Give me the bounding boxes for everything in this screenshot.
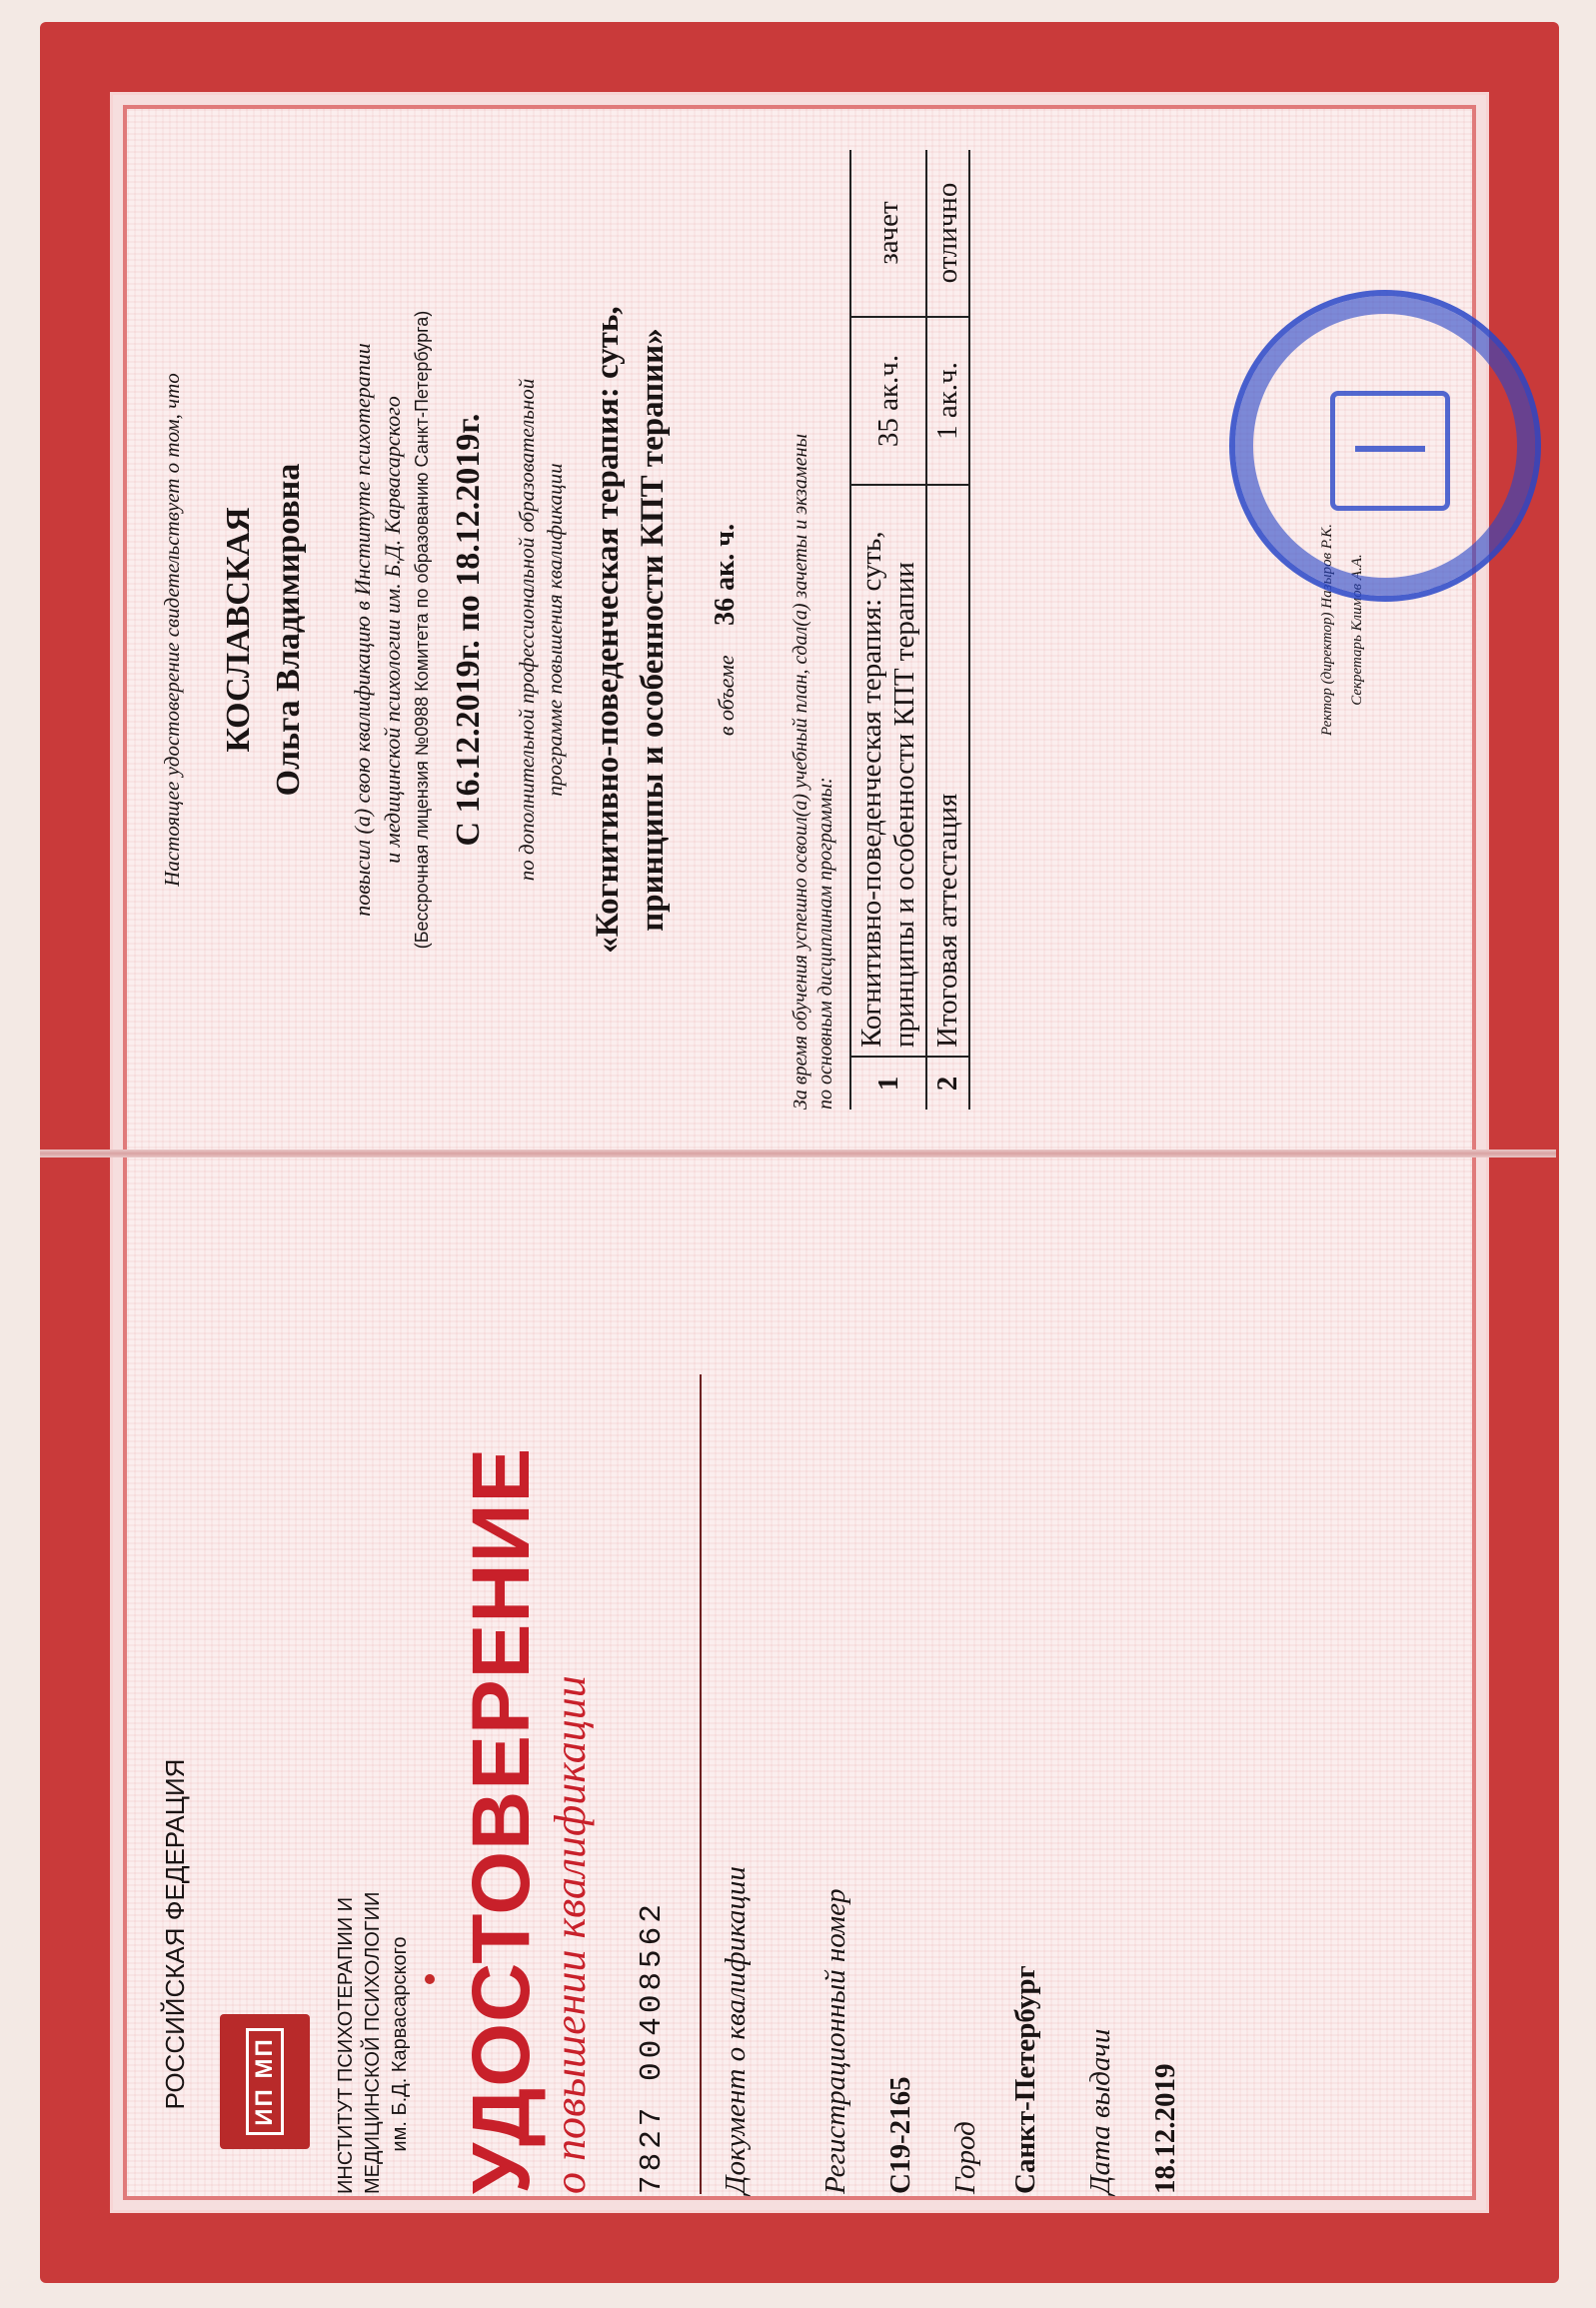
issue-date-label: Дата выдачи [1084, 2028, 1116, 2194]
serial-number: 7827 00408562 [635, 1900, 670, 2194]
page-fold [40, 1150, 1556, 1157]
discipline-name: Когнитивно-поведенческая терапия: суть, принципы и особенности КПТ терапии [850, 485, 926, 1057]
logo-text: ИП МП [246, 2028, 284, 2134]
stamp-emblem-icon [1330, 391, 1450, 511]
holder-given-name: Ольга Владимировна [270, 463, 307, 797]
volume-label: в объеме [714, 655, 739, 737]
association-stamp-icon [1229, 290, 1541, 602]
qualification-line-2: и медицинской психологии им. Б.Д. Карвасарского [380, 396, 405, 864]
divider [700, 1374, 702, 2194]
secretary-signature: Секретарь Климов А.А. [1349, 554, 1365, 706]
qualification-line-1: повысил (а) свою квалификацию в Институте психотерапии [350, 343, 375, 917]
institute-logo-icon [220, 2014, 310, 2149]
discipline-result: зачет [850, 150, 926, 317]
registration-number: С19-2165 [884, 2076, 916, 2194]
discipline-name: Итоговая аттестация [926, 485, 969, 1057]
registration-label: Регистрационный номер [819, 1888, 851, 2194]
program-line-2: программе повышения квалификации [543, 463, 567, 797]
discipline-result: отлично [926, 150, 969, 317]
document-type: Документ о квалификации [720, 1866, 752, 2194]
discipline-hours: 35 ак.ч. [850, 317, 926, 485]
discipline-number: 1 [850, 1057, 926, 1110]
discipline-hours: 1 ак.ч. [926, 317, 969, 485]
course-volume [710, 150, 742, 1110]
study-dates: С 16.12.2019г. по 18.12.2019г. [450, 413, 487, 847]
table-row [926, 150, 969, 1110]
document-title: УДОСТОВЕРЕНИЕ [456, 1446, 547, 2194]
course-title-line-1: «Когнитивно-поведенческая терапия: суть, [590, 306, 626, 954]
intro-text: Настоящее удостоверение свидетельствует о том, что [160, 373, 184, 887]
disciplines-table [849, 150, 970, 1110]
institute-name-line-3: им. Б.Д. Карвасарского [389, 1936, 411, 2152]
completion-line-2: по основным дисциплинам программы: [814, 777, 836, 1110]
table-row [850, 150, 926, 1110]
certificate-cover-page [150, 1174, 1479, 2194]
holder-surname: КОСЛАВСКАЯ [220, 507, 257, 753]
city-label: Город [949, 2121, 981, 2194]
course-title-line-2: принципы и особенности КПТ терапии» [635, 328, 671, 932]
country-name: РОССИЙСКАЯ ФЕДЕРАЦИЯ [160, 1758, 190, 2110]
institute-name-line-1: ИНСТИТУТ ПСИХОТЕРАПИИ И [335, 1896, 357, 2194]
certificate-body-page [150, 150, 1479, 1110]
program-line-1: по дополнительной профессиональной образовательной [515, 378, 539, 882]
discipline-number: 2 [926, 1057, 969, 1110]
issue-date: 18.12.2019 [1149, 2063, 1181, 2194]
completion-line-1: За время обучения успешно освоил(а) учебный план, сдал(а) зачеты и экзамены [790, 433, 811, 1110]
document-subtitle: о повышении квалификации [546, 1675, 595, 2194]
volume-value: 36 ак. ч. [710, 523, 741, 626]
license-text: (Бессрочная лицензия №0988 Комитета по образованию Санкт-Петербурга) [412, 310, 432, 950]
rector-signature: Ректор (директор) Назыров Р.К. [1319, 523, 1335, 737]
institute-name-line-2: МЕДИЦИНСКОЙ ПСИХОЛОГИИ [362, 1891, 384, 2194]
red-dot-icon [425, 1974, 435, 1984]
city-value: Санкт-Петербург [1009, 1965, 1041, 2194]
